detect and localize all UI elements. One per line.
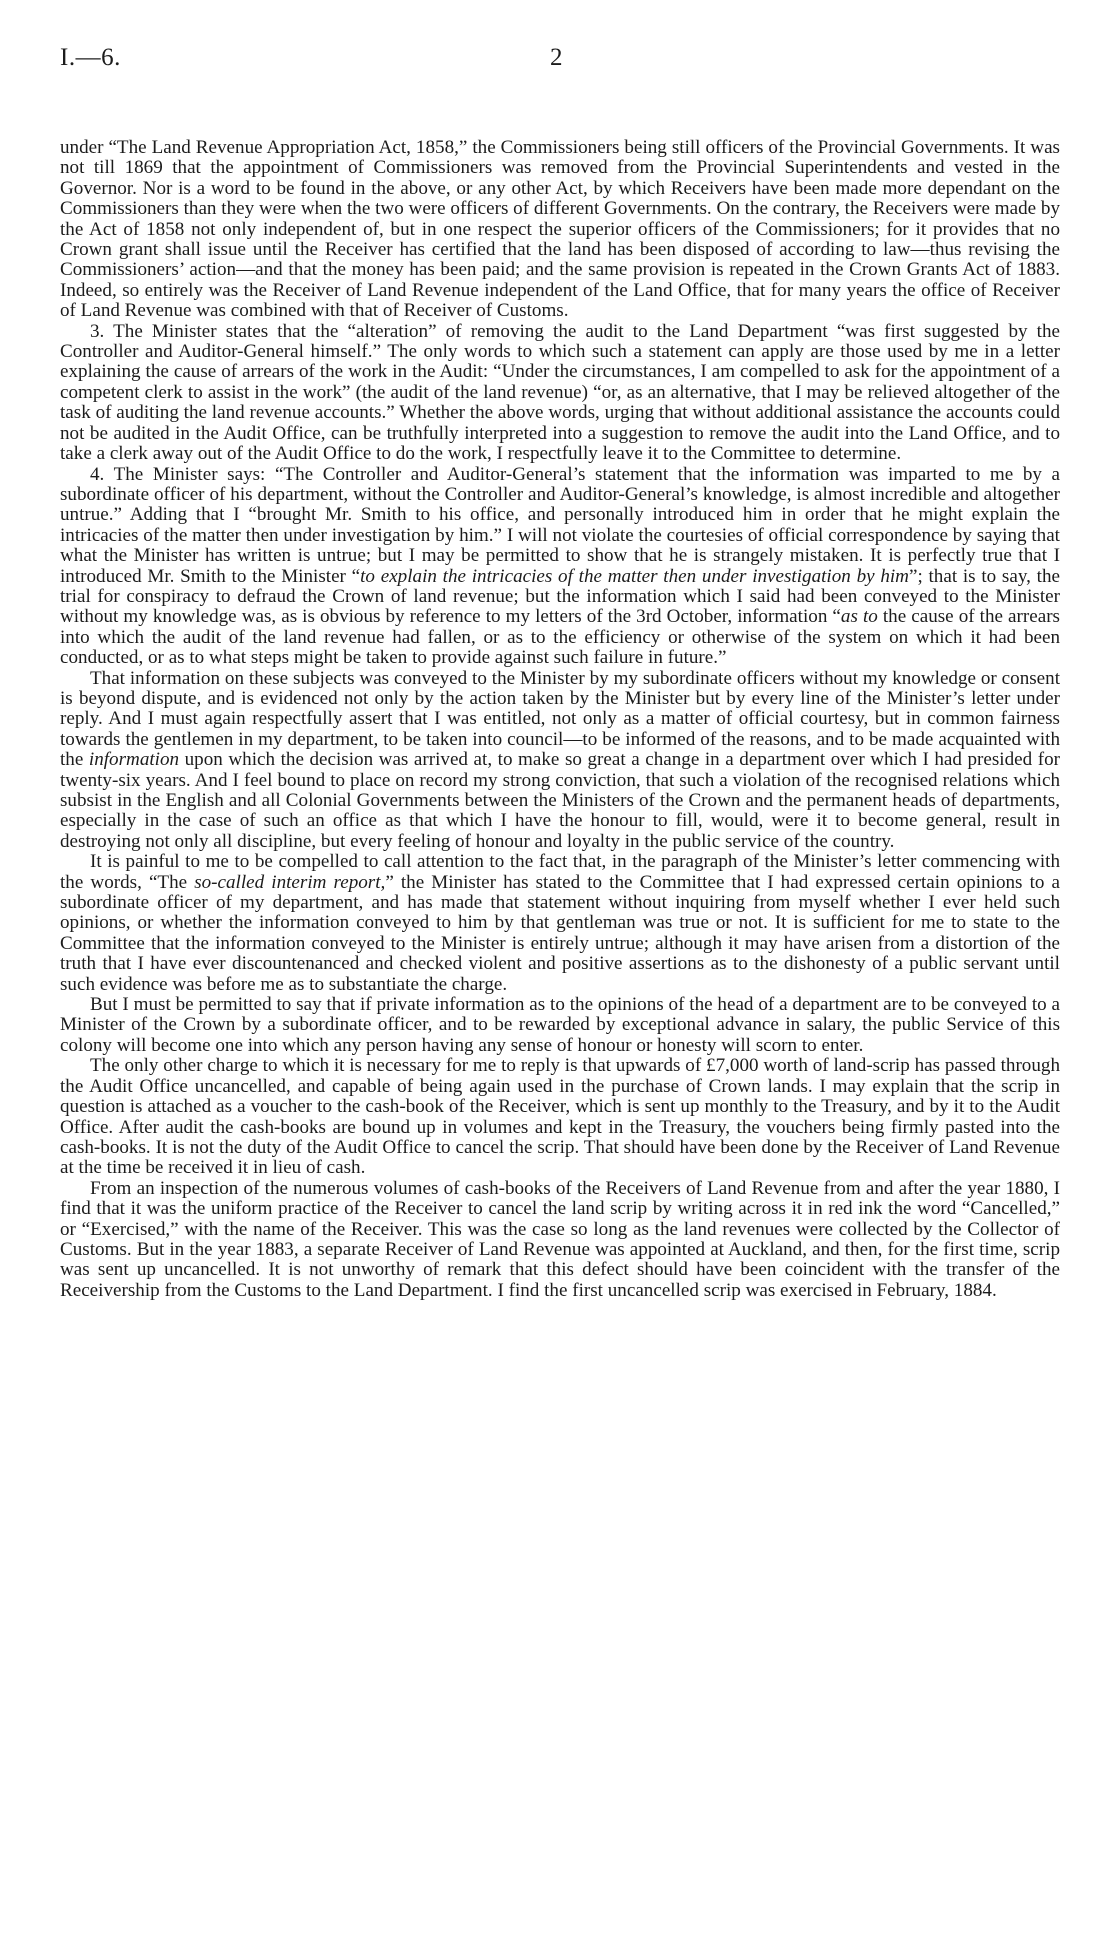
paragraph-private-information: [60, 995, 1060, 1056]
text-run: the cause of the arrears into which the audit of the land revenue had fallen, or as to the efficiency or otherwise of the system on which it had been conducted, or as to what steps might be taken to provide against such failure in future.”: [60, 606, 1060, 669]
paragraph-cash-books: [60, 1179, 1060, 1301]
text-run: ”; that is to say, the trial for conspiracy to defraud the Crown of land revenue; but the information which I said had been conveyed to the Minister without my knowledge was, as is obvious by reference to my letters of the 3rd October, information “: [60, 565, 1060, 628]
text-run: 3. The Minister states that the “alteration” of removing the audit to the Land Department “was first suggested by the Controller and Auditor-General himself.” The only words to which such a statement can apply are those used by me in a letter explaining the cause of arrears of the work in the Audit: “Under the circumstances, I am compelled to ask for the appointment of a competent clerk to assist in the work” (the audit of the land revenue) “or, as an alternative, that I may be relieved altogether of the task of auditing the land revenue accounts.” Whether the above words, urging that without additional assistance the accounts could not be audited in the Audit Office, can be truthfully interpreted into a suggestion to remove the audit into the Land Office, and to take a clerk away out of the Audit Office to do the work, I respectfully leave it to the Committee to determine.: [60, 320, 1060, 465]
page-number: 2: [550, 44, 563, 71]
paragraph-painful: [60, 852, 1060, 995]
page-header: [60, 40, 1060, 76]
text-run: But I must be permitted to say that if private information as to the opinions of the head of a department are to be conveyed to a Minister of the Crown by a subordinate officer, and to be rewarded by exceptional advance in salary, the public Service of this colony will become one into which any person having any sense of honour or honesty will scorn to enter.: [60, 994, 1060, 1056]
text-run: 4. The Minister says: “The Controller and Auditor-General’s statement that the information was imparted to me by a subordinate officer of his department, without the Controller and Auditor-General’s knowledge, is almost incredible and altogether untrue.” Adding that I “brought Mr. Smith to his office, and personally introduced him in order that he might explain the intricacies of the matter then under investigation by him.” I will not violate the courtesies of official correspondence by saying that what the Minister has written is untrue; but I may be permitted to show that he is strangely mistaken. It is perfectly true that I introduced Mr. Smith to the Minister “: [60, 463, 1060, 587]
text-run: upon which the decision was arrived at, to make so great a change in a department over which I had presided for twenty-six years. And I feel bound to place on record my strong conviction, that such a violation of the recognised relations which subsist in the English and all Colonial Governments between the Ministers of the Crown and the permanent heads of departments, especially in the case of such an office as that which I have the honour to fill, would, were it to become general, result in destroying not only all discipline, but every feeling of honour and loyalty in the public service of the country.: [60, 749, 1060, 852]
document-reference: I.—6.: [60, 44, 121, 71]
paragraph-land-scrip: [60, 1056, 1060, 1178]
italic-quote: as to: [840, 606, 878, 628]
text-run: From an inspection of the numerous volumes of cash-books of the Receivers of Land Revenue from and after the year 1880, I find that it was the uniform practice of the Receiver to cancel the land scrip by writing across it in red ink the word “Cancelled,” or “Exercised,” with the name of the Receiver. This was the case so long as the land revenues were collected by the Collector of Customs. But in the year 1883, a separate Receiver of Land Revenue was appointed at Auckland, and then, for the first time, scrip was sent up uncancelled. It is not unworthy of remark that this defect should have been coincident with the transfer of the Receivership from the Customs to the Land Department. I find the first uncancelled scrip was exercised in February, 1884.: [60, 1177, 1060, 1301]
paragraph-3-audit-removal: [60, 322, 1060, 465]
document-body: [60, 138, 1060, 1301]
text-run: It is painful to me to be compelled to call attention to the fact that, in the paragraph of the Minister’s letter commencing with the words, “The: [60, 851, 1060, 893]
text-run: The only other charge to which it is necessary for me to reply is that upwards of £7,000 worth of land-scrip has passed through the Audit Office uncancelled, and capable of being again used in the purchase of Crown lands. I may explain that the scrip in question is attached as a voucher to the cash-book of the Receiver, which is sent up monthly to the Treasury, and by it to the Audit Office. After audit the cash-books are bound up in volumes and kept in the Treasury, the vouchers being firmly pasted into the cash-books. It is not the duty of the Audit Office to cancel the scrip. That should have been done by the Receiver of Land Revenue at the time be received it in lieu of cash.: [60, 1055, 1060, 1179]
text-run: That information on these subjects was conveyed to the Minister by my subordinate officers without my knowledge or consent is beyond dispute, and is evidenced not only by the action taken by the Minister but by every line of the Minister’s letter under reply. And I must again respectfully assert that I was entitled, not only as a matter of official courtesy, but in common fairness towards the gentlemen in my department, to be taken into council—to be informed of the reasons, and to be made acquainted with the: [60, 667, 1060, 771]
text-run: ” the Minister has stated to the Committee that I had expressed certain opinions to a subordinate officer of my department, and has made that statement without inquiring from myself whether I ever held such opinions, or whether the information conveyed to him by that gentleman was true or not. It is sufficient for me to state to the Committee that the information conveyed to the Minister is entirely untrue; although it may have arisen from a distortion of the truth that I have ever discountenanced and checked violent and positive assertions as to the dishonesty of a public servant until such evidence was before me as to substantiate the charge.: [60, 871, 1060, 995]
italic-word: information: [88, 749, 180, 771]
text-run: under “The Land Revenue Appropriation Act, 1858,” the Commissioners being still officers of the Provincial Governments. It was not till 1869 that the appointment of Commissioners was removed from the Provincial Superintendents and vested in the Governor. Nor is a word to be found in the above, or any other Act, by which Receivers have been made more dependant on the Commissioners than they were when the two were officers of different Governments. On the contrary, the Receivers were made by the Act of 1858 not only independent of, but in one respect the superior officers of the Commissioners; for it provides that no Crown grant shall issue until the Receiver has certified that the land has been disposed of according to law—thus revising the Commissioners’ action—and that the money has been paid; and the same provision is repeated in the Crown Grants Act of 1883. Indeed, so entirely was the Receiver of Land Revenue independent of the Land Office, that for many years the office of Receiver of Land Revenue was combined with that of Receiver of Customs.: [60, 137, 1060, 322]
paragraph-continuation: [60, 138, 1060, 322]
italic-quote: to explain the intricacies of the matter then under investigation by him: [360, 565, 909, 587]
paragraph-4-minister-says: [60, 465, 1060, 669]
italic-quote: so-called interim report,: [194, 871, 386, 893]
paragraph-information-conveyed: [60, 669, 1060, 853]
